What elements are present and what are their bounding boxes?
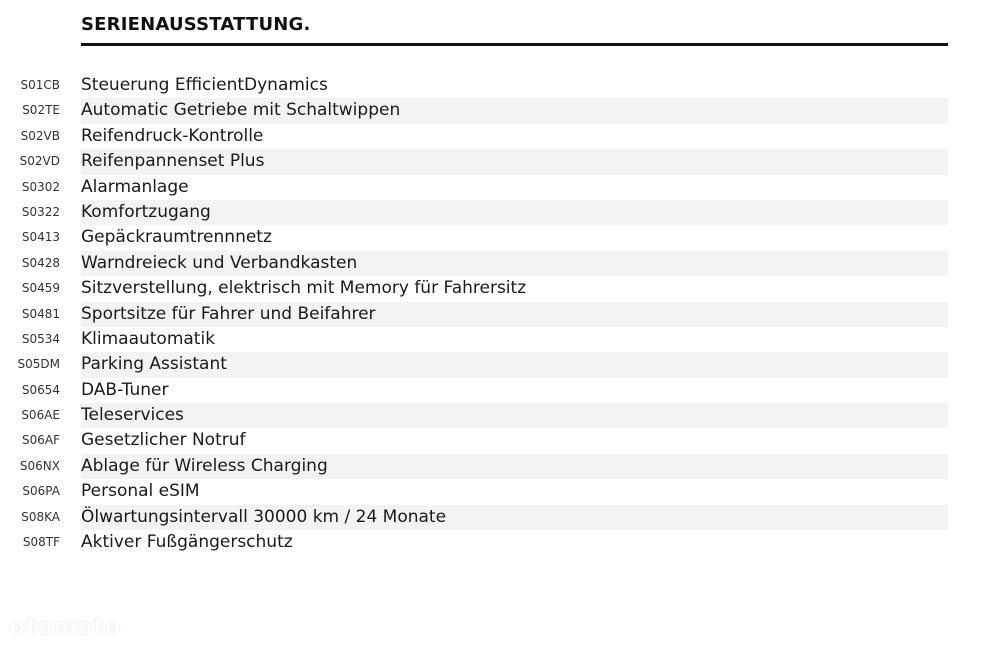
equipment-label: Automatic Getriebe mit Schaltwippen [81,100,401,121]
equipment-label: Personal eSIM [81,481,200,502]
equipment-label: Warndreieck und Verbandkasten [81,252,358,273]
equipment-label: Sportsitze für Fahrer und Beifahrer [81,303,376,324]
row-background [81,200,948,225]
equipment-label: DAB-Tuner [81,379,169,400]
equipment-code: S0481 [21,306,60,321]
equipment-code: S06AE [21,408,60,423]
equipment-row [0,428,948,453]
equipment-row [0,505,948,530]
row-background [81,378,948,403]
equipment-code: S05DM [17,357,60,372]
equipment-row [0,251,948,276]
equipment-row [0,200,948,225]
equipment-row [0,175,948,200]
equipment-code: S01CB [20,78,60,92]
equipment-row [0,454,948,479]
row-background [81,479,948,504]
equipment-label: Teleservices [81,405,184,426]
equipment-row [0,149,948,174]
equipment-label: Gepäckraumtrennnetz [81,227,272,248]
equipment-row [0,327,948,352]
equipment-label: Ölwartungsintervall 30000 km / 24 Monate [81,506,447,527]
equipment-label: Gesetzlicher Notruf [81,430,246,451]
equipment-code: S06NX [19,458,60,473]
equipment-label: Reifendruck-Kontrolle [81,125,264,146]
equipment-code: S08TF [22,535,60,550]
equipment-row [0,276,948,301]
equipment-row [0,124,948,149]
equipment-row [0,479,948,504]
equipment-label: Reifenpannenset Plus [81,151,265,172]
equipment-label: Komfortzugang [81,201,211,222]
equipment-code: S06AF [22,433,60,448]
equipment-list [0,73,948,555]
equipment-label: Sitzverstellung, elektrisch mit Memory für Fahrersitz [81,278,527,299]
equipment-row [0,73,948,98]
equipment-code: S08KA [21,509,60,524]
equipment-code: S0322 [21,204,60,219]
equipment-label: Aktiver Fußgängerschutz [81,532,293,553]
equipment-code: S02VB [20,128,60,143]
equipment-label: Parking Assistant [81,354,227,375]
equipment-row [0,302,948,327]
equipment-code: S0459 [21,281,60,296]
equipment-label: Klimaautomatik [81,328,216,349]
equipment-row [0,352,948,377]
equipment-label: Steuerung EfficientDynamics [81,75,328,95]
equipment-row [0,378,948,403]
equipment-code: S02TE [22,103,60,118]
equipment-row [0,98,948,123]
equipment-code: S06PA [22,484,60,499]
watermark-logo: otomoto [10,615,122,640]
row-background [81,403,948,428]
equipment-row [0,530,948,555]
equipment-label: Ablage für Wireless Charging [81,455,328,476]
section-heading: SERIENAUSSTATTUNG. [81,14,311,35]
equipment-row [0,403,948,428]
equipment-row [0,225,948,250]
equipment-code: S0302 [21,179,60,194]
heading-divider [81,43,948,46]
equipment-code: S0534 [21,331,60,346]
equipment-code: S0428 [21,255,60,270]
equipment-code: S0413 [21,230,60,245]
row-background [81,175,948,200]
equipment-code: S02VD [19,154,60,169]
equipment-code: S0654 [21,382,60,397]
equipment-label: Alarmanlage [81,176,189,197]
